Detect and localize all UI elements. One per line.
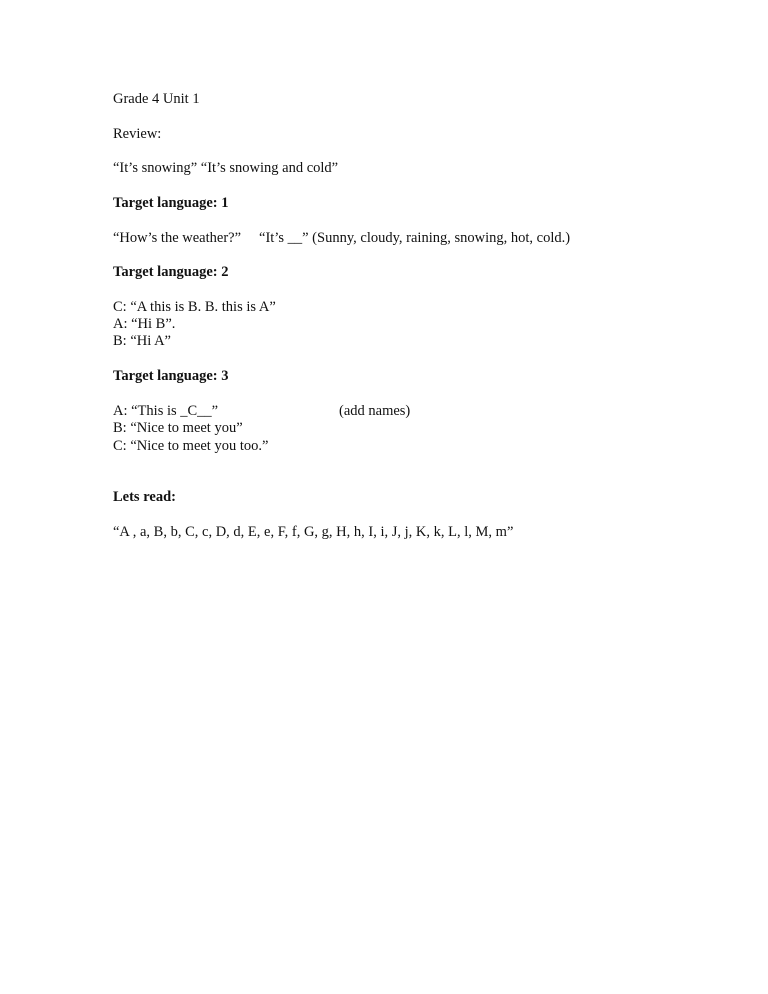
section1-dialogue — [113, 230, 570, 247]
section2-line: C: “A this is B. B. this is A” — [113, 299, 276, 315]
document-title: Grade 4 Unit 1 — [113, 91, 200, 107]
section3-line3: C: “Nice to meet you too.” — [113, 438, 269, 454]
weather-answer: “It’s __” (Sunny, cloudy, raining, snowing, hot, cold.) — [259, 230, 571, 246]
reading-text: “A , a, B, b, C, c, D, d, E, e, F, f, G, g, H, h, I, i, J, j, K, k, L, l, M, m” — [113, 524, 514, 540]
section2-line: B: “Hi A” — [113, 333, 171, 349]
reading-heading: Lets read: — [113, 489, 176, 505]
section2-heading: Target language: 2 — [113, 264, 229, 280]
section1-heading: Target language: 1 — [113, 195, 229, 211]
section3-line1: A: “This is _C__” — [113, 403, 219, 419]
review-text: “It’s snowing” “It’s snowing and cold” — [113, 160, 339, 176]
add-names-note: (add names) — [339, 403, 411, 419]
section3-line2: B: “Nice to meet you” — [113, 420, 243, 436]
weather-question: “How’s the weather?” — [113, 230, 242, 246]
section3-line — [113, 403, 533, 420]
section2-line: A: “Hi B”. — [113, 316, 176, 332]
review-label: Review: — [113, 126, 162, 142]
section3-heading: Target language: 3 — [113, 368, 229, 384]
